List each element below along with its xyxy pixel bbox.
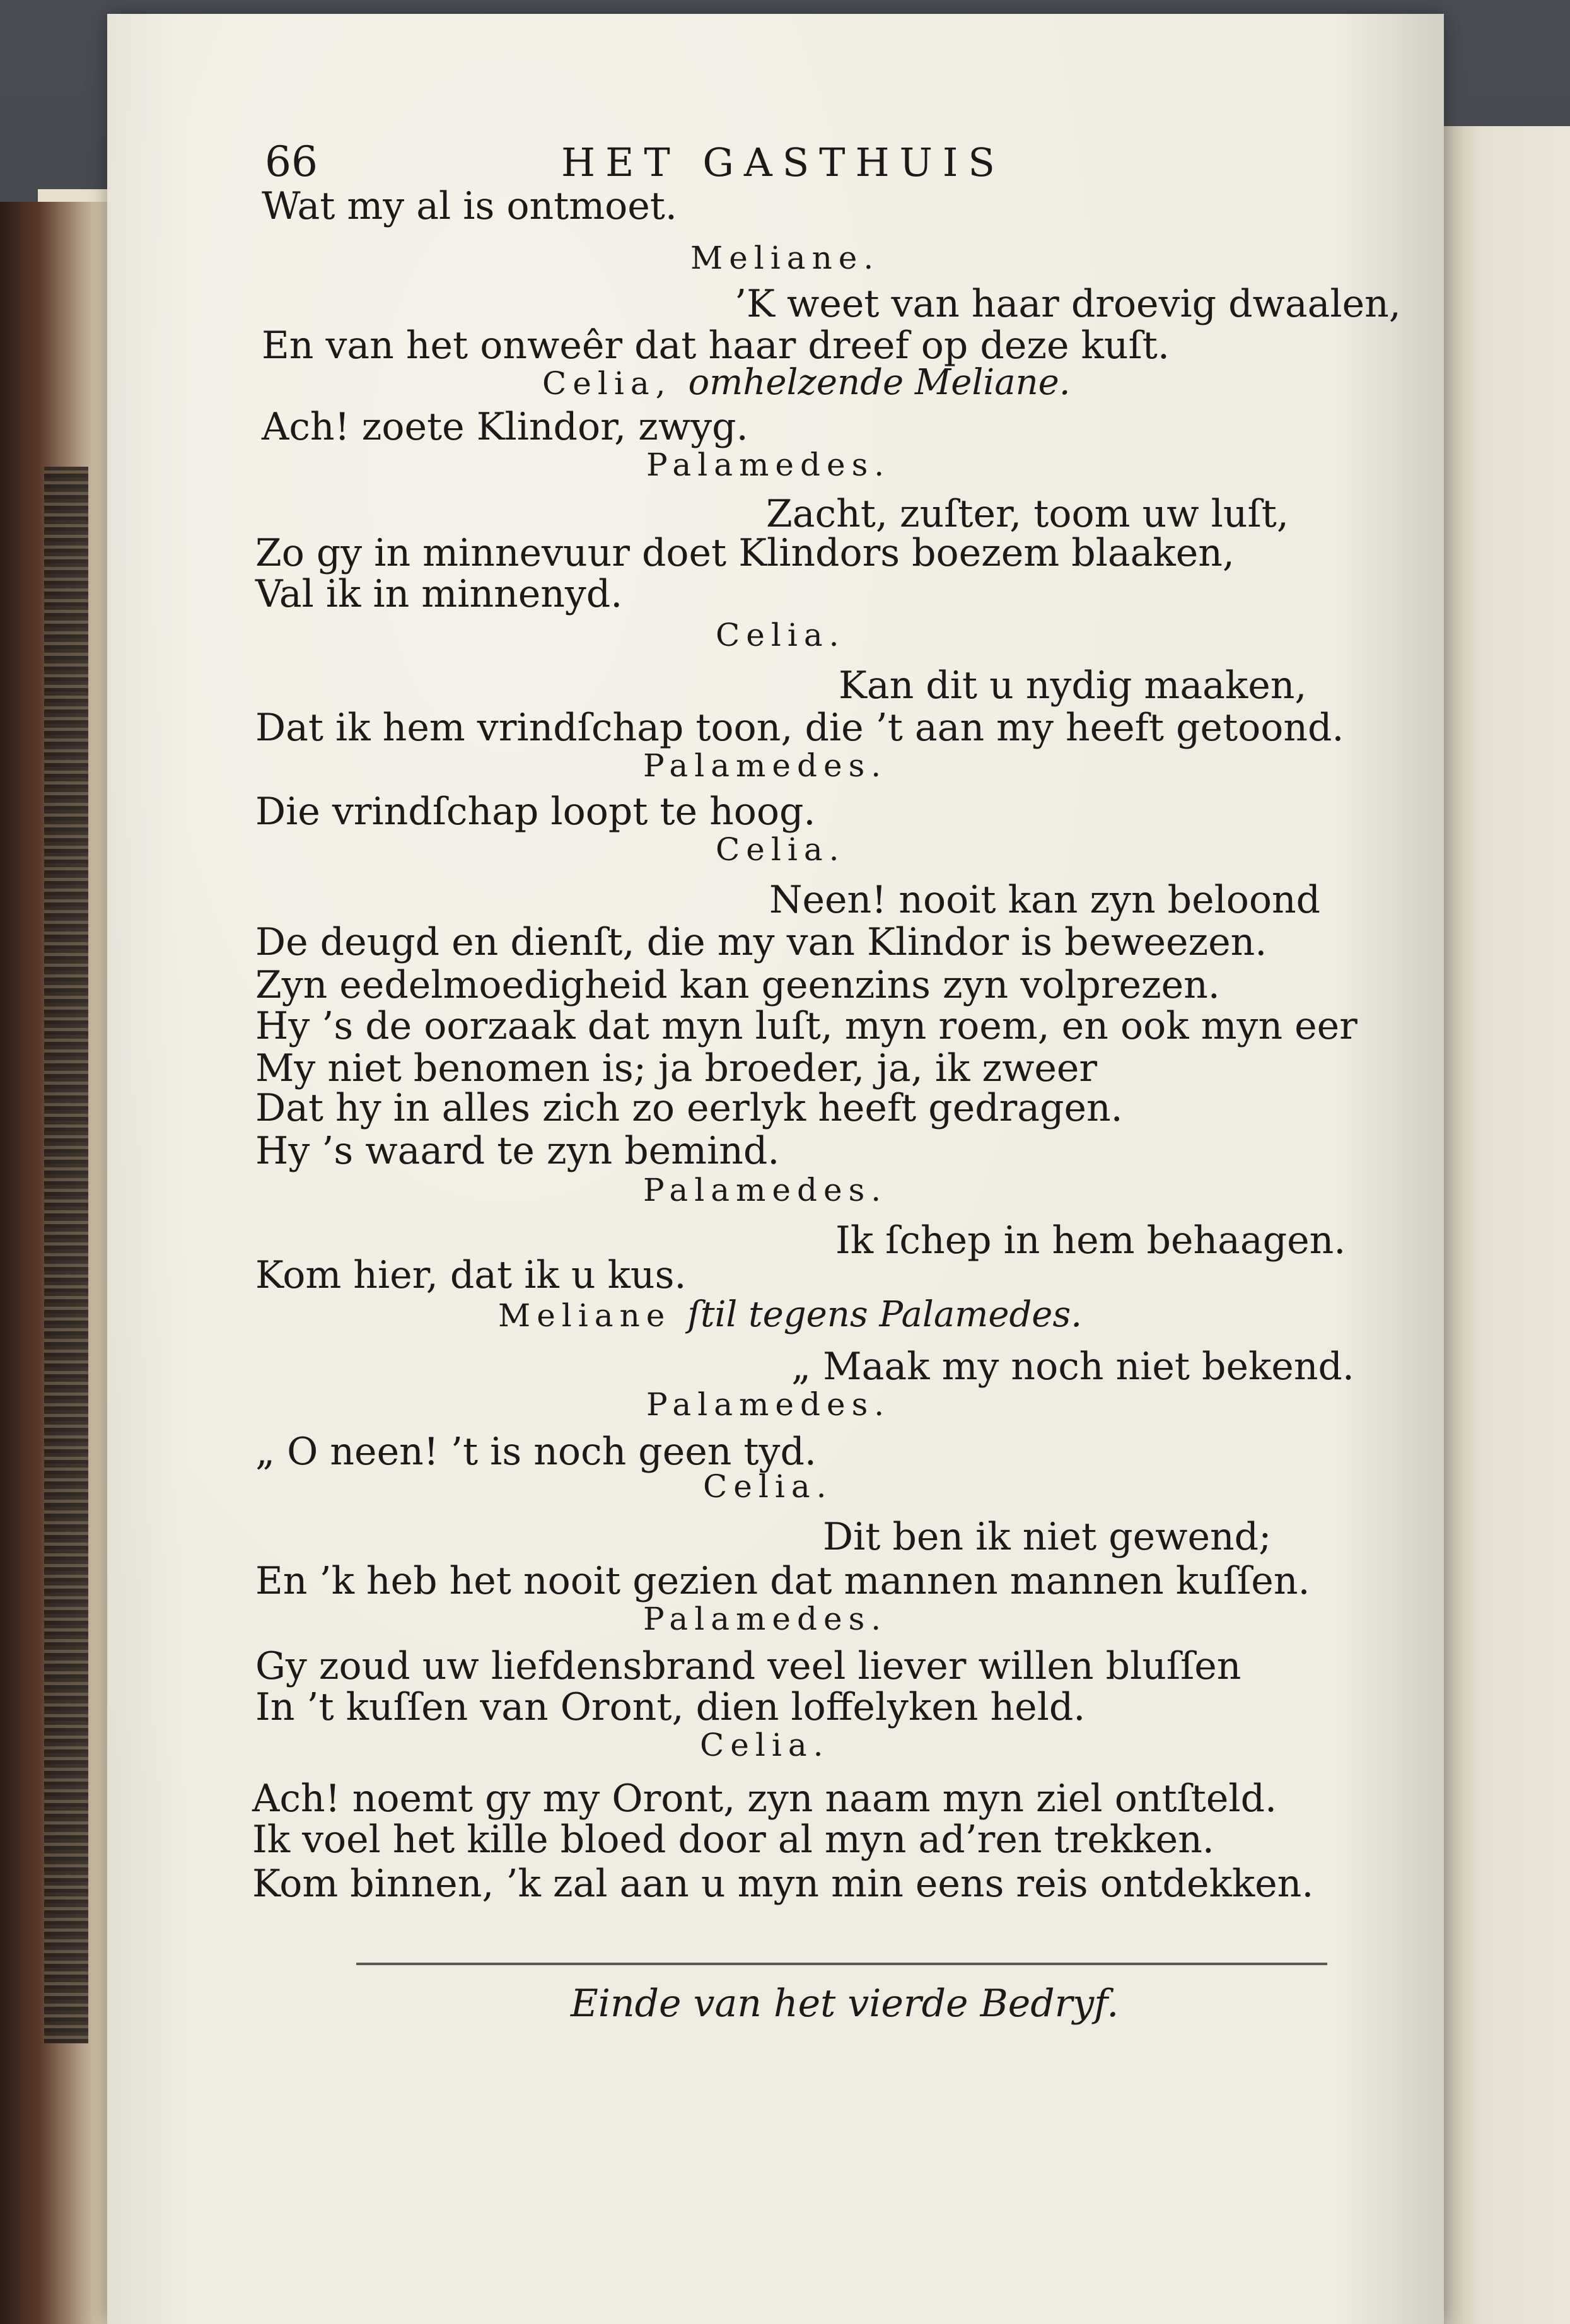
speaker-name — [703, 1468, 833, 1505]
verse-line — [255, 1004, 1358, 1048]
page-number: 66 — [265, 137, 318, 186]
speaker-label: Celia, — [542, 365, 672, 402]
verse-line — [255, 1086, 1123, 1130]
verse-line — [252, 1777, 1277, 1821]
verse-line — [255, 1430, 817, 1474]
speaker-name — [643, 1174, 887, 1206]
verse-text: Die vrindſchap loopt te hoog. — [255, 790, 816, 834]
verse-text: My niet benomen is; ja broeder, ja, ik zweer — [255, 1046, 1098, 1090]
verse-line — [769, 878, 1321, 922]
verse-line — [735, 282, 1401, 326]
verse-line — [255, 1559, 1310, 1603]
speaker-label: Meliane — [498, 1297, 672, 1334]
verse-text: Val ik in minnenyd. — [255, 572, 623, 616]
verse-line — [262, 405, 748, 449]
verse-line — [255, 1046, 1098, 1090]
speaker-label: Palamedes. — [643, 747, 888, 784]
verse-text: In ’t kuſſen van Oront, dien loffelyken held. — [255, 1685, 1086, 1729]
speaker-name — [646, 1386, 891, 1423]
act-end-line: Einde van het vierde Bedryf. — [571, 1982, 1119, 2026]
speaker-label: Celia. — [716, 831, 846, 868]
verse-text: En van het onweêr dat haar dreef op deze kuſt. — [262, 324, 1170, 368]
speaker-label: Palamedes. — [643, 1601, 888, 1637]
stage-direction: omhelzende Meliane. — [688, 362, 1071, 403]
verse-line — [791, 1345, 1354, 1389]
verse-line — [255, 531, 1235, 575]
verse-text: En ’k heb het nooit gezien dat mannen mannen kuſſen. — [255, 1559, 1310, 1603]
speaker-name — [716, 831, 846, 868]
stage-direction: ſtil tegens Palamedes. — [687, 1294, 1082, 1335]
verse-text: Zo gy in minnevuur doet Klindors boezem blaaken, — [255, 531, 1235, 575]
verse-line — [262, 184, 677, 228]
speaker-name — [700, 1729, 830, 1761]
end-rule — [356, 1963, 1327, 1965]
verse-text: Ach! zoete Klindor, zwyg. — [262, 405, 748, 449]
verse-text: „ O neen! ’t is noch geen tyd. — [255, 1430, 817, 1474]
verse-text: Gy zoud uw liefdensbrand veel liever willen bluſſen — [255, 1644, 1241, 1688]
verse-text: Ik voel het kille bloed door al myn ad’ren trekken. — [252, 1818, 1214, 1862]
verse-line — [823, 1515, 1272, 1559]
verse-line — [255, 572, 623, 616]
running-head: HET GASTHUIS — [561, 139, 1005, 185]
speaker-name — [643, 747, 888, 784]
speaker-label: Celia. — [700, 1727, 830, 1763]
verse-text: Dat ik hem vrindſchap toon, die ’t aan my heeft getoond. — [255, 706, 1344, 750]
verse-text: Kom binnen, ’k zal aan u myn min eens reis ontdekken. — [252, 1862, 1314, 1906]
verse-line — [835, 1218, 1346, 1263]
verse-text: Hy ’s waard te zyn bemind. — [255, 1129, 780, 1173]
verse-line — [262, 324, 1170, 368]
verse-line — [255, 790, 816, 834]
verse-text: Ik ſchep in hem behaagen. — [835, 1218, 1346, 1263]
book-page — [107, 14, 1444, 2324]
verse-line — [255, 963, 1220, 1007]
speaker-name — [646, 449, 890, 481]
speckled-page-edge — [44, 467, 88, 2043]
verse-text: De deugd en dienſt, die my van Klindor is beweezen. — [255, 920, 1267, 964]
verse-line — [255, 1644, 1241, 1688]
verse-text: ’K weet van haar droevig dwaalen, — [735, 282, 1401, 326]
speaker-name — [643, 1603, 887, 1635]
verse-line — [766, 492, 1289, 536]
speaker-label: Celia. — [716, 617, 846, 653]
verse-text: Kom hier, dat ik u kus. — [255, 1253, 687, 1297]
verse-text: Dit ben ik niet gewend; — [823, 1515, 1272, 1559]
speaker-label: Palamedes. — [643, 1172, 888, 1208]
facing-page-edge — [1444, 126, 1570, 2324]
speaker-label: Palamedes. — [646, 1386, 891, 1423]
verse-line — [252, 1862, 1314, 1906]
speaker-label: Palamedes. — [646, 447, 891, 483]
verse-line — [839, 663, 1307, 708]
verse-line — [255, 706, 1344, 750]
verse-line — [255, 1253, 687, 1297]
verse-text: „ Maak my noch niet bekend. — [791, 1345, 1354, 1389]
speaker-name — [716, 619, 846, 651]
verse-text: Ach! noemt gy my Oront, zyn naam myn ziel ontſteld. — [252, 1777, 1277, 1821]
speaker-name — [498, 1294, 1082, 1335]
verse-text: Neen! nooit kan zyn beloond — [769, 878, 1321, 922]
speaker-name — [690, 242, 880, 274]
verse-line — [255, 1129, 780, 1173]
speaker-label: Meliane. — [690, 240, 880, 276]
verse-line — [252, 1818, 1214, 1862]
verse-text: Dat hy in alles zich zo eerlyk heeft gedragen. — [255, 1086, 1123, 1130]
verse-text: Hy ’s de oorzaak dat myn luſt, myn roem, en ook myn eer — [255, 1004, 1358, 1048]
verse-text: Zyn eedelmoedigheid kan geenzins zyn volprezen. — [255, 963, 1220, 1007]
verse-text: Kan dit u nydig maaken, — [839, 663, 1307, 708]
verse-line — [255, 920, 1267, 964]
speaker-label: Celia. — [703, 1468, 833, 1505]
verse-text: Zacht, zuſter, toom uw luſt, — [766, 492, 1289, 536]
verse-line — [255, 1685, 1086, 1729]
verse-text: Wat my al is ontmoet. — [262, 184, 677, 228]
speaker-name — [542, 362, 1071, 403]
